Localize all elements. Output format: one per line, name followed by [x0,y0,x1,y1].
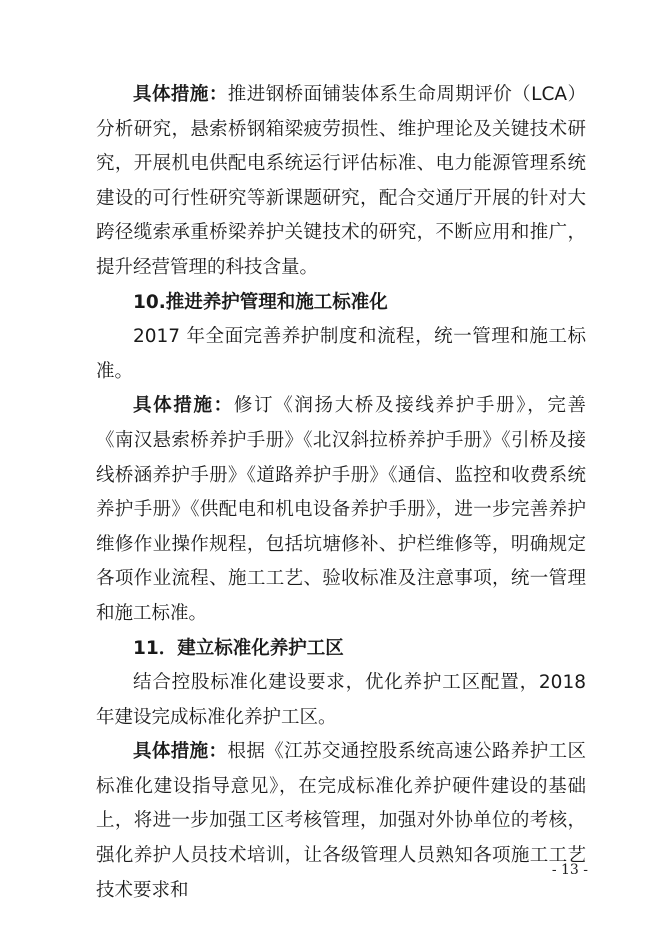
paragraph-text: 根据《江苏交通控股系统高速公路养护工区标准化建设指导意见》，在完成标准化养护硬件建设的基础上，将进一步加强工区考核管理，加强对外协单位的考核，强化养护人员技术培训，让各级管理人员熟知各项施工工艺技术要求和 [96,741,586,901]
paragraph-measures-manuals [96,389,586,631]
paragraph-measures-work-area [96,735,586,908]
measures-label: 具体措施： [133,395,234,417]
page-number: - 13 - [551,862,588,878]
paragraph-text: 推进钢桥面铺装体系生命周期评价（LCA）分析研究，悬索桥钢箱梁疲劳损性、维护理论及关键技术研究，开展机电供配电系统运行评估标准、电力能源管理系统建设的可行性研究等新课题研究，配合交通厅开展的针对大跨径缆索承重桥梁养护关键技术的研究，不断应用和推广，提升经营管理的科技含量。 [96,84,586,278]
document-body [96,78,586,908]
section-heading-11: 11．建立标准化养护工区 [133,637,344,659]
measures-label: 具体措施： [133,84,228,105]
paragraph-goal-2017: 2017 年全面完善养护制度和流程，统一管理和施工标准。 [96,326,586,382]
paragraph-goal-2018: 结合控股标准化建设要求，优化养护工区配置，2018 年建设完成标准化养护工区。 [96,672,586,728]
paragraph-measures-research [96,78,586,286]
section-heading-10: 10.推进养护管理和施工标准化 [133,291,388,313]
paragraph-text: 修订《润扬大桥及接线养护手册》，完善《南汉悬索桥养护手册》《北汉斜拉桥养护手册》《引桥及接线桥涵养护手册》《道路养护手册》《通信、监控和收费系统养护手册》《供配电和机电设备养护手册》，进一步完善养护维修作业操作规程，包括坑塘修补、护栏维修等，明确规定各项作业流程、施工工艺、验收标准及注意事项，统一管理和施工标准。 [96,395,586,624]
measures-label: 具体措施： [133,741,228,763]
